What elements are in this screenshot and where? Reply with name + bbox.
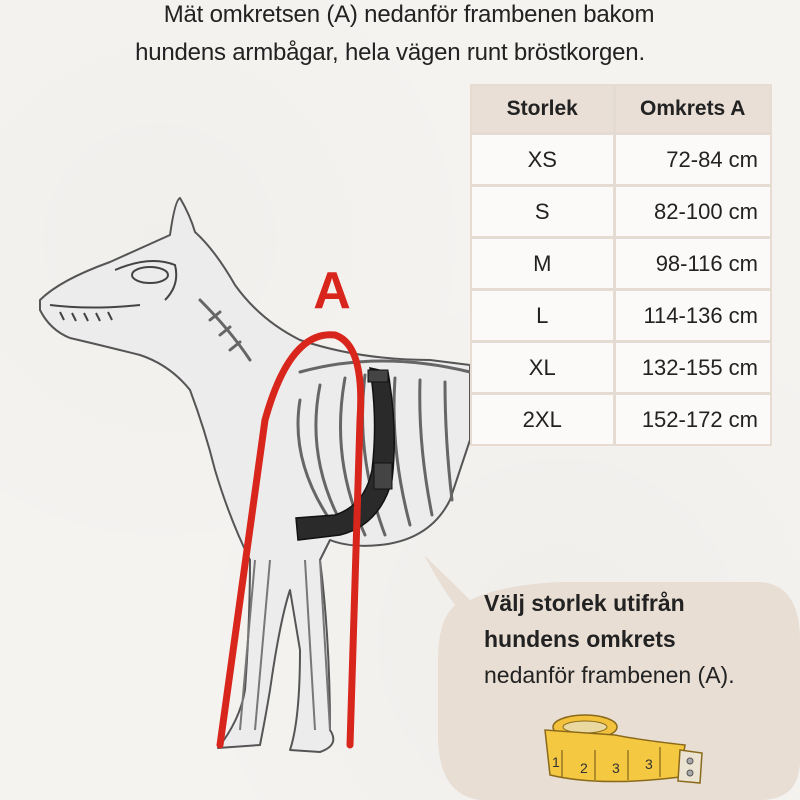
- table-row: [472, 290, 770, 342]
- table-row: [472, 394, 770, 445]
- marker-label-a: A: [313, 262, 351, 320]
- header-circumference: Omkrets A: [614, 86, 770, 134]
- table-row: [472, 134, 770, 186]
- range-cell: 72-84 cm: [614, 134, 770, 186]
- size-cell: S: [472, 186, 614, 238]
- size-cell: L: [472, 290, 614, 342]
- tape-number: 3: [645, 756, 653, 772]
- size-table-header: [472, 86, 770, 134]
- callout-line-1: Välj storlek utifrån: [484, 590, 685, 616]
- measuring-tape-icon: [540, 705, 710, 790]
- headline-line-1: Mät omkretsen (A) nedanför frambenen bakom: [163, 1, 655, 28]
- headline: [0, 0, 800, 72]
- tape-number: 2: [580, 760, 588, 776]
- callout-line-2: hundens omkrets: [484, 626, 676, 652]
- size-cell: 2XL: [472, 394, 614, 445]
- table-row: [472, 238, 770, 290]
- size-cell: M: [472, 238, 614, 290]
- callout-line-3: nedanför frambenen (A).: [484, 662, 735, 688]
- range-cell: 114-136 cm: [614, 290, 770, 342]
- range-cell: 132-155 cm: [614, 342, 770, 394]
- tape-number: 3: [612, 760, 620, 776]
- header-size: Storlek: [472, 86, 614, 134]
- range-cell: 82-100 cm: [614, 186, 770, 238]
- range-cell: 98-116 cm: [614, 238, 770, 290]
- size-table: [472, 86, 770, 444]
- size-cell: XS: [472, 134, 614, 186]
- tape-number: 1: [552, 754, 560, 770]
- headline-line-2: hundens armbågar, hela vägen runt bröstkorgen.: [135, 39, 645, 66]
- callout-text: [484, 585, 794, 693]
- table-row: [472, 186, 770, 238]
- size-cell: XL: [472, 342, 614, 394]
- range-cell: 152-172 cm: [614, 394, 770, 445]
- table-row: [472, 342, 770, 394]
